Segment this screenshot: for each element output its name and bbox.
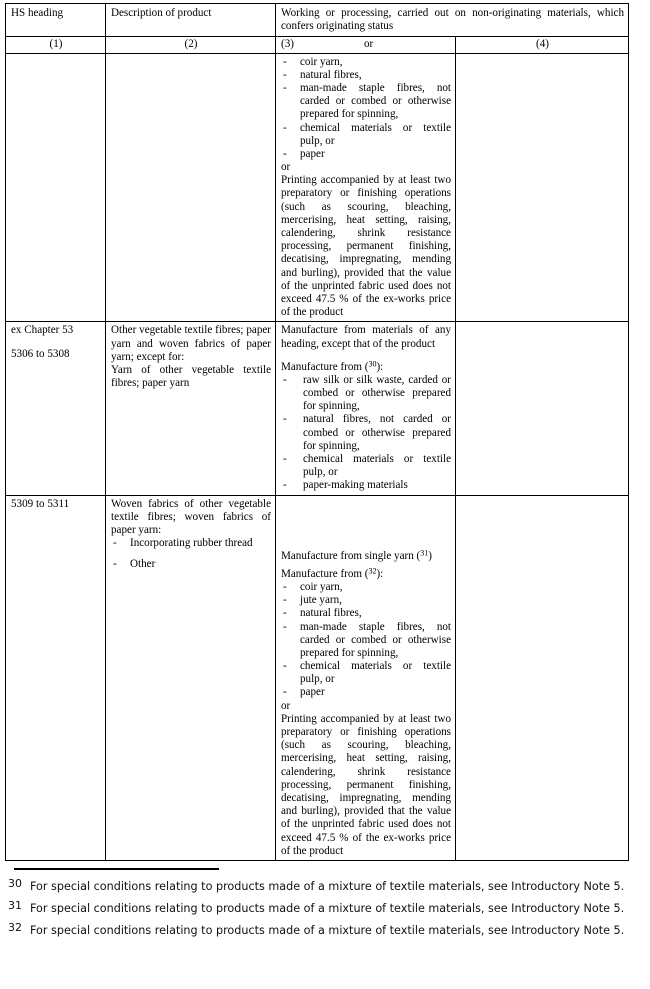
dash-bullet-icon: - [283,620,287,633]
hs-heading-5306-5308: 5306 to 5308 [11,347,70,360]
dash-bullet-icon: - [113,558,117,571]
manufacture-lead-text: Manufacture from ( [281,567,369,580]
cell-working-5309-5311 [276,495,456,860]
hs-heading-5309-5311: 5309 to 5311 [11,497,70,510]
cell-description-continued [106,53,276,322]
list-item-label: man-made staple fibres, not carded or combed or otherwise prepared for spinning, [300,620,451,659]
list-product-subtypes [111,537,271,571]
dash-bullet-icon: - [283,453,287,465]
footnote-number: 31 [8,898,22,912]
column-number-4: (4) [456,37,629,53]
dash-bullet-icon: - [283,81,287,94]
rule-manufacture-single-yarn [281,550,451,563]
list-item-label: chemical materials or textile pulp, or [300,660,451,686]
footnote-text: For special conditions relating to products made of a mixture of textile materials, see Introductory Note 5. [30,901,625,915]
dash-bullet-icon: - [283,68,287,81]
header-cell-hs-heading [6,4,106,37]
list-item-label: paper [300,686,325,699]
cell-working-ex-chapter-53 [276,322,456,495]
dash-bullet-icon: - [283,121,287,134]
dash-bullet-icon: - [283,55,287,68]
header-label-description: Description of product [111,7,212,19]
list-item [281,453,451,479]
list-non-originating-materials [281,581,451,700]
header-cell-working-processing [276,4,629,37]
list-item-label: coir yarn, [300,55,343,68]
footnote-area [8,868,642,945]
cell-alternative-5309-5311 [456,495,629,860]
list-item-label: coir yarn, [300,580,343,593]
list-item [281,69,451,82]
table-row [6,495,629,860]
list-item [281,374,451,414]
footnote-number: 30 [8,877,22,890]
hs-heading-ex-chapter-53: ex Chapter 53 [11,324,74,337]
cell-description-ex-chapter-53 [106,322,276,495]
list-item-label: jute yarn, [300,594,342,607]
list-item [281,479,451,492]
list-item [281,660,451,686]
footnote-32 [8,920,642,939]
footnote-text: For special conditions relating to products made of a mixture of textile materials, see Introductory Note 5. [30,923,625,937]
footnote-marker-31[interactable]: 31 [420,548,429,558]
list-item [281,686,451,699]
conjunction-or: or [281,699,291,712]
list-item-label: Incorporating rubber thread [130,537,253,550]
column-number-2: (2) [106,37,276,53]
list-item [281,56,451,69]
list-item [281,581,451,594]
list-item-label: natural fibres, not carded or combed or otherwise prepared for spinning, [303,413,451,452]
list-item-label: natural fibres, [300,607,362,620]
table-column-number-row [6,37,629,53]
cell-hs-heading-5309-5311 [6,495,106,860]
list-item-label: chemical materials or textile pulp, or [303,453,451,479]
list-item [281,594,451,607]
manufacture-lead-text: Manufacture from ( [281,360,369,373]
list-item-label: natural fibres, [300,68,362,81]
list-item-label: man-made staple fibres, not carded or combed or otherwise prepared for spinning, [300,81,451,121]
printing-operations-paragraph: Printing accompanied by at least two preparatory or finishing operations (such as scouring, bleaching, mercerising, heat setting, raising, calendering, shrink resistance processing, permanent finishing, decatising, impregnating, mending and burling), provided that the value of the unprinted fabric used does not exceed 47.5 % of the ex-works price of the product [281,712,451,857]
footnote-30 [8,877,642,895]
list-item-label: raw silk or silk waste, carded or combed or otherwise prepared for spinning, [303,373,451,413]
header-cell-description [106,4,276,37]
column-number-3-label: (3) [281,38,294,51]
footnote-separator-rule [14,868,219,870]
cell-description-5309-5311 [106,495,276,860]
column-number-3 [276,37,456,53]
list-item [111,558,271,571]
list-item [281,413,451,453]
conjunction-or: or [281,161,291,174]
description-5306-5308: Yarn of other vegetable textile fibres; paper yarn [111,363,271,390]
column-number-1: (1) [6,37,106,53]
single-yarn-lead-end: ) [428,549,432,562]
cell-alternative-ex-chapter-53 [456,322,629,495]
dash-bullet-icon: - [283,479,287,492]
manufacture-lead-end: ): [376,567,384,580]
header-label-hs-heading: HS heading [11,7,64,19]
dash-bullet-icon: - [283,580,287,593]
cell-working-continued [276,53,456,322]
dash-bullet-icon: - [283,147,287,160]
rule-manufacture-from-lead [281,568,451,581]
list-non-originating-materials [281,56,451,162]
rule-manufacture-from-lead [281,361,451,374]
list-item-label: Other [130,558,156,571]
footnote-number: 32 [8,920,22,934]
list-item [281,122,451,148]
footnote-marker-32[interactable]: 32 [368,566,377,576]
printing-operations-paragraph: Printing accompanied by at least two preparatory or finishing operations (such as scouring, bleaching, mercerising, heat setting, raising, calendering, shrink resistance processing, permanent finishing, decatising, impregnating, mending and burling), provided that the value of the unprinted fabric used does not exceed 47.5 % of the ex-works price of the product [281,174,451,319]
table-row [6,53,629,322]
list-item [281,82,451,122]
cell-hs-heading-ex-chapter-53 [6,322,106,495]
description-ex-chapter-53: Other vegetable textile fibres; paper yarn and woven fabrics of paper yarn; except for: [111,324,271,363]
list-item [281,148,451,161]
manufacture-lead-end: ): [376,360,384,373]
footnote-marker-30[interactable]: 30 [368,359,377,369]
list-item [281,621,451,661]
dash-bullet-icon: - [113,537,117,550]
list-item-label: paper-making materials [303,479,408,492]
list-item-label: paper [300,147,325,160]
list-item [281,607,451,620]
dash-bullet-icon: - [283,594,287,607]
rules-of-origin-table [5,3,629,861]
list-item-label: chemical materials or textile pulp, or [300,121,451,147]
dash-bullet-icon: - [283,413,287,426]
column-number-3-or: or [364,38,374,51]
single-yarn-lead-text: Manufacture from single yarn ( [281,549,421,562]
cell-alternative-continued [456,53,629,322]
footnote-text: For special conditions relating to products made of a mixture of textile materials, see Introductory Note 5. [30,880,625,893]
dash-bullet-icon: - [283,686,287,699]
table-header-row [6,4,629,37]
footnote-31 [8,898,642,917]
dash-bullet-icon: - [283,373,287,386]
cell-hs-heading-continued [6,53,106,322]
dash-bullet-icon: - [283,607,287,620]
table-row [6,322,629,495]
list-item [111,537,271,550]
list-manufacture-materials [281,374,451,493]
rule-manufacture-any-heading: Manufacture from materials of any heading, except that of the product [281,324,451,350]
header-label-working-processing: Working or processing, carried out on non-originating materials, which confers originating status [281,7,625,33]
dash-bullet-icon: - [283,660,287,673]
description-5309-5311: Woven fabrics of other vegetable textile fibres; woven fabrics of paper yarn: [111,497,271,536]
